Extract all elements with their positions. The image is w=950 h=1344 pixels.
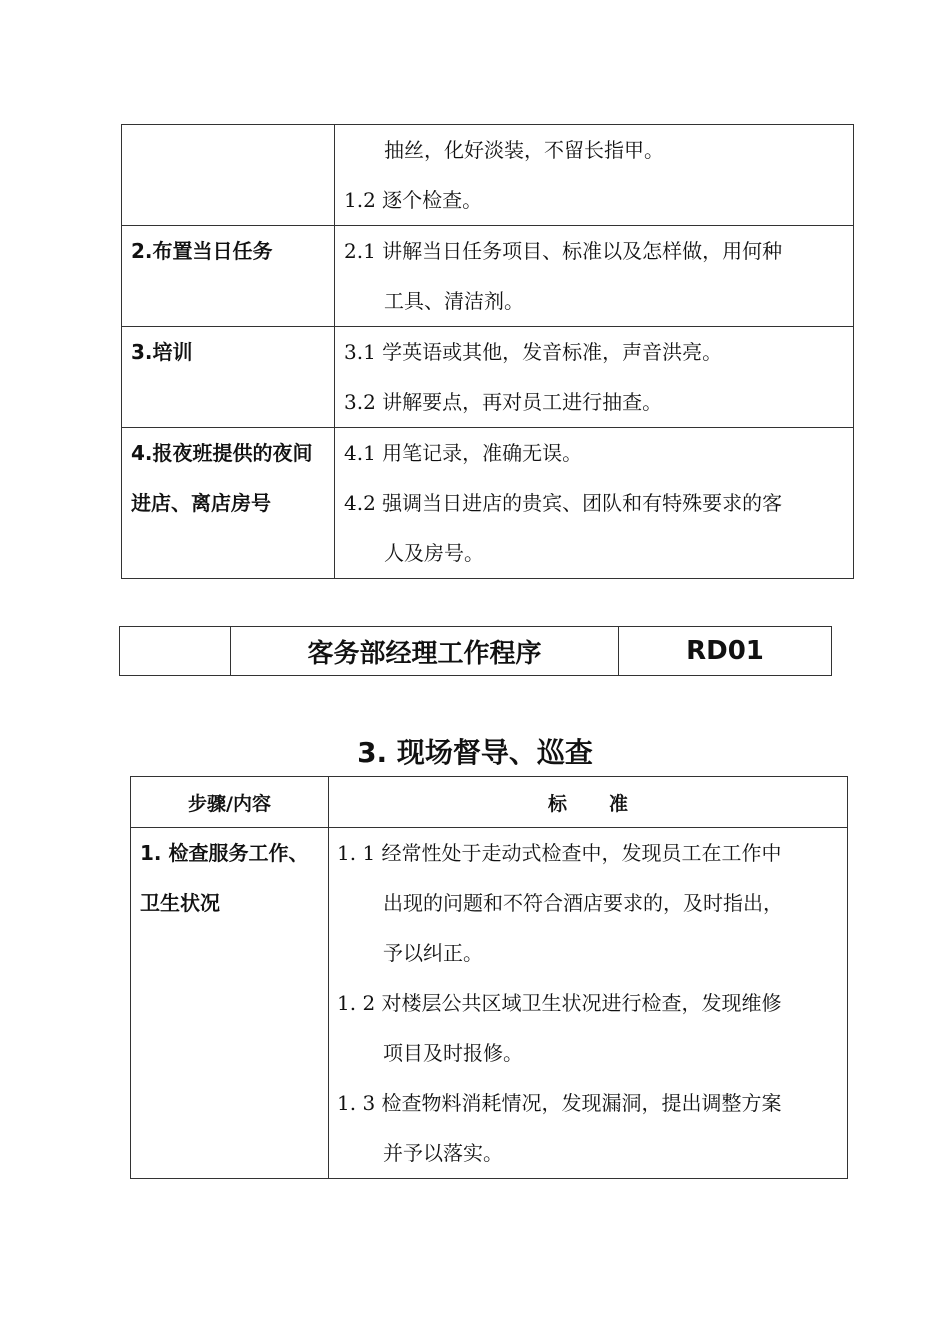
- standard-line: 抽丝，化好淡装，不留长指甲。: [384, 138, 664, 162]
- standard-cell: [335, 125, 854, 226]
- standard-line: 2.1 讲解当日任务项目、标准以及怎样做，用何种: [344, 239, 783, 263]
- standard-line: 4.1 用笔记录，准确无误。: [344, 441, 583, 465]
- standard-line: 项目及时报修。: [383, 1041, 523, 1065]
- step-line: 3.培训: [131, 340, 193, 364]
- step-cell: [122, 125, 335, 226]
- section-title: 3. 现场督导、巡查: [357, 736, 593, 769]
- column-header-standard-label: 标准: [547, 792, 670, 815]
- standard-line: 出现的问题和不符合酒店要求的，及时指出，: [383, 891, 783, 915]
- table-row: [122, 125, 854, 226]
- standard-cell: [335, 226, 854, 327]
- header-row: [120, 627, 832, 676]
- step-cell: [122, 428, 335, 579]
- header-blank-cell: [120, 627, 231, 676]
- inspection-table: [130, 776, 848, 1179]
- standard-line: 3.1 学英语或其他，发音标准，声音洪亮。: [344, 340, 723, 364]
- table-row: [131, 828, 848, 1179]
- standard-line: 并予以落实。: [383, 1141, 503, 1165]
- table-row: [122, 226, 854, 327]
- standard-line: 1. 2 对楼层公共区域卫生状况进行检查，发现维修: [337, 991, 782, 1015]
- column-header-standard: [329, 777, 848, 828]
- table-row: [122, 428, 854, 579]
- step-line: 卫生状况: [140, 891, 220, 915]
- step-line: 进店、离店房号: [131, 491, 271, 515]
- standard-cell: [335, 428, 854, 579]
- column-header-step: 步骤/内容: [131, 777, 329, 828]
- standard-line: 1. 3 检查物料消耗情况，发现漏洞，提出调整方案: [337, 1091, 782, 1115]
- header-row: [131, 777, 848, 828]
- standard-line: 4.2 强调当日进店的贵宾、团队和有特殊要求的客: [344, 491, 783, 515]
- standard-line: 1. 1 经常性处于走动式检查中，发现员工在工作中: [337, 841, 782, 865]
- standard-line: 人及房号。: [384, 541, 484, 565]
- step-cell: [122, 327, 335, 428]
- standard-line: 3.2 讲解要点，再对员工进行抽查。: [344, 390, 663, 414]
- standard-line: 工具、清洁剂。: [384, 289, 524, 313]
- step-line: 1. 检查服务工作、: [140, 841, 309, 865]
- standard-line: 1.2 逐个检查。: [344, 188, 483, 212]
- standard-cell: [335, 327, 854, 428]
- step-line: 4.报夜班提供的夜间: [131, 441, 313, 465]
- step-cell: [131, 828, 329, 1179]
- document-header-table: [119, 626, 832, 676]
- procedure-table-continued: [121, 124, 854, 579]
- standard-cell: [329, 828, 848, 1179]
- step-cell: [122, 226, 335, 327]
- document-title: 客务部经理工作程序: [231, 627, 619, 676]
- step-line: 2.布置当日任务: [131, 239, 273, 263]
- table-row: [122, 327, 854, 428]
- document-code: RD01: [619, 627, 832, 676]
- standard-line: 予以纠正。: [383, 941, 483, 965]
